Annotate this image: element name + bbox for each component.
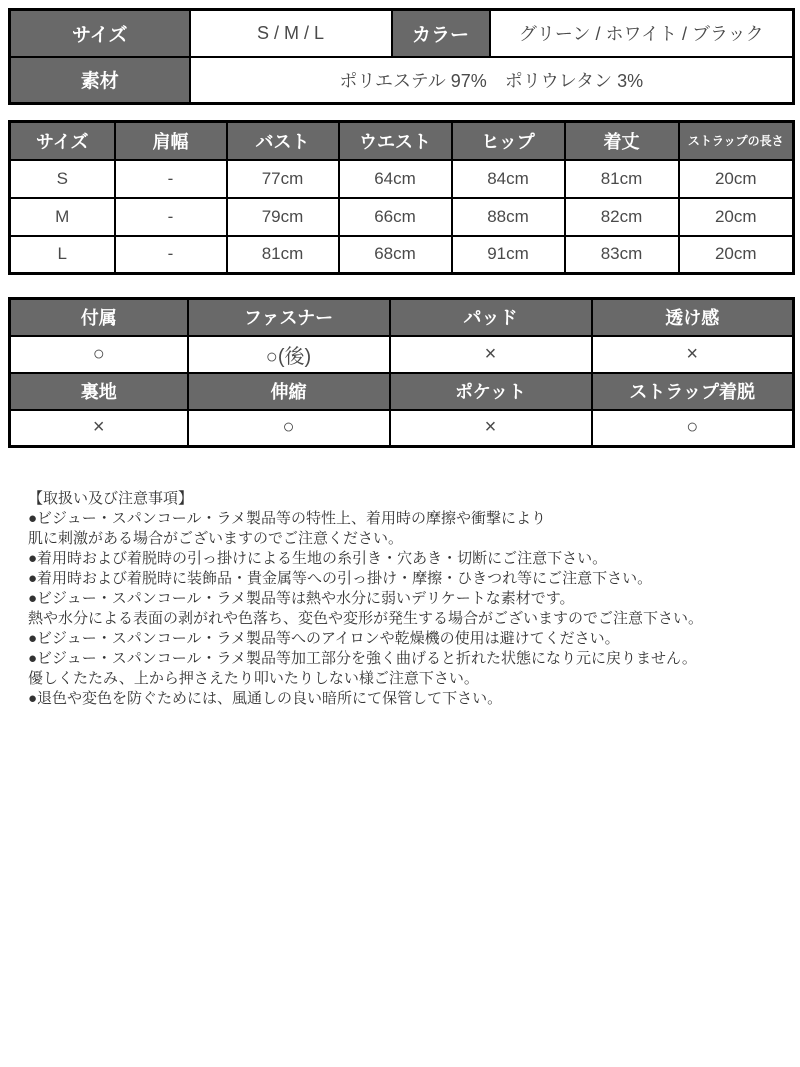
feature-header: ストラップ着脱 — [592, 373, 794, 410]
size-chart-cell: 66cm — [339, 198, 452, 236]
feature-header: ファスナー — [188, 299, 390, 336]
size-chart-header: ウエスト — [339, 122, 452, 160]
spec-material-label: 素材 — [10, 57, 190, 104]
care-note-line: ●ビジュー・スパンコール・ラメ製品等の特性上、着用時の摩擦や衝撃により — [28, 510, 547, 527]
feature-header: 透け感 — [592, 299, 794, 336]
feature-header-row-2 — [10, 373, 794, 410]
size-chart-cell: 91cm — [452, 236, 565, 274]
care-note-line: ●ビジュー・スパンコール・ラメ製品等加工部分を強く曲げると折れた状態になり元に戻りません。 — [28, 650, 697, 667]
size-chart-cell: 81cm — [227, 236, 339, 274]
size-chart-row-l — [10, 236, 794, 274]
feature-header: 付属 — [10, 299, 188, 336]
care-notes — [28, 489, 780, 709]
size-chart-cell: 77cm — [227, 160, 339, 198]
feature-value: × — [390, 336, 592, 373]
care-note-line: ●着用時および着脱時に装飾品・貴金属等への引っ掛け・摩擦・ひきつれ等にご注意下さい。 — [28, 570, 653, 587]
feature-table — [8, 297, 795, 448]
size-chart-cell: 79cm — [227, 198, 339, 236]
spec-color-label: カラー — [392, 10, 490, 57]
size-chart-cell: - — [115, 236, 227, 274]
size-chart-cell: 88cm — [452, 198, 565, 236]
size-chart-cell: 83cm — [565, 236, 679, 274]
size-chart-cell: 68cm — [339, 236, 452, 274]
size-chart-cell: S — [10, 160, 115, 198]
feature-value: ○ — [10, 336, 188, 373]
feature-value: ○(後) — [188, 336, 390, 373]
size-chart-cell: 20cm — [679, 236, 794, 274]
feature-header-row-1 — [10, 299, 794, 336]
size-chart-cell: L — [10, 236, 115, 274]
care-note-line: ●ビジュー・スパンコール・ラメ製品等は熱や水分に弱いデリケートな素材です。 — [28, 590, 575, 607]
size-chart-row-m — [10, 198, 794, 236]
spec-size-value: S / M / L — [190, 10, 392, 57]
feature-value: × — [592, 336, 794, 373]
size-chart-header: ヒップ — [452, 122, 565, 160]
spec-color-value: グリーン / ホワイト / ブラック — [490, 10, 794, 57]
size-chart-row-s — [10, 160, 794, 198]
size-chart-header: バスト — [227, 122, 339, 160]
size-chart-cell: 81cm — [565, 160, 679, 198]
spec-row-material — [10, 57, 794, 104]
spec-summary-table — [8, 8, 795, 105]
feature-value: ○ — [592, 410, 794, 447]
size-chart-header: 肩幅 — [115, 122, 227, 160]
spec-material-value: ポリエステル 97% ポリウレタン 3% — [190, 57, 794, 104]
size-chart-header: 着丈 — [565, 122, 679, 160]
care-note-line: ●退色や変色を防ぐためには、風通しの良い暗所にて保管して下さい。 — [28, 690, 503, 707]
size-chart-table — [8, 120, 795, 275]
size-chart-header-row — [10, 122, 794, 160]
size-chart-cell: - — [115, 160, 227, 198]
care-note-line: 肌に刺激がある場合がございますのでご注意ください。 — [28, 530, 404, 547]
care-note-line: 優しくたたみ、上から押さえたり叩いたりしない様ご注意下さい。 — [28, 670, 479, 687]
size-chart-header: サイズ — [10, 122, 115, 160]
size-chart-cell: 20cm — [679, 198, 794, 236]
feature-value-row-1 — [10, 336, 794, 373]
size-chart-header: ストラップの長さ — [679, 122, 794, 160]
care-notes-title: 【取扱い及び注意事項】 — [28, 490, 194, 507]
care-note-line: 熱や水分による表面の剥がれや色落ち、変色や変形が発生する場合がございますのでご注意下さい。 — [28, 610, 704, 627]
spec-size-label: サイズ — [10, 10, 190, 57]
care-note-line: ●着用時および着脱時の引っ掛けによる生地の糸引き・穴あき・切断にご注意下さい。 — [28, 550, 608, 567]
feature-value: × — [10, 410, 188, 447]
feature-header: ポケット — [390, 373, 592, 410]
feature-value-row-2 — [10, 410, 794, 447]
size-chart-cell: 84cm — [452, 160, 565, 198]
feature-header: パッド — [390, 299, 592, 336]
size-chart-cell: 20cm — [679, 160, 794, 198]
feature-value: × — [390, 410, 592, 447]
care-note-line: ●ビジュー・スパンコール・ラメ製品等へのアイロンや乾燥機の使用は避けてください。 — [28, 630, 620, 647]
size-chart-cell: 64cm — [339, 160, 452, 198]
spec-row-size-color — [10, 10, 794, 57]
size-chart-cell: 82cm — [565, 198, 679, 236]
size-chart-cell: - — [115, 198, 227, 236]
feature-header: 伸縮 — [188, 373, 390, 410]
size-chart-cell: M — [10, 198, 115, 236]
feature-header: 裏地 — [10, 373, 188, 410]
feature-value: ○ — [188, 410, 390, 447]
